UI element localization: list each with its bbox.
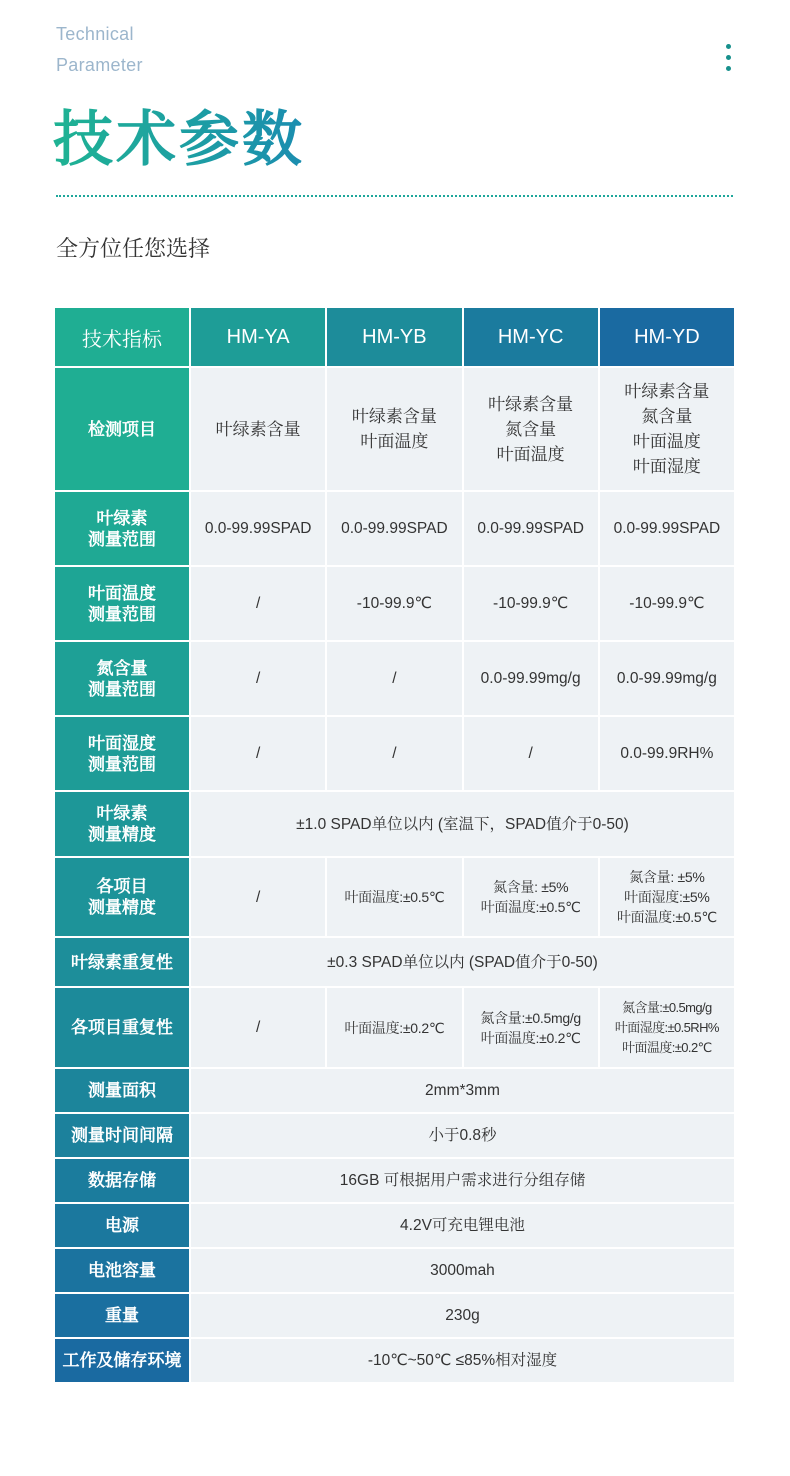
row-label: 重量 <box>55 1294 189 1337</box>
table-cell: 叶绿素含量 <box>191 368 325 490</box>
table-cell: / <box>464 717 598 790</box>
table-cell: 0.0-99.99mg/g <box>600 642 734 715</box>
table-cell: / <box>191 717 325 790</box>
table-cell: 叶绿素含量 氮含量 叶面温度 <box>464 368 598 490</box>
row-label: 检测项目 <box>55 368 189 490</box>
table-row <box>55 1294 734 1337</box>
row-label: 氮含量 测量范围 <box>55 642 189 715</box>
more-menu-icon[interactable] <box>726 44 732 71</box>
table-cell: 0.0-99.99SPAD <box>600 492 734 565</box>
table-row <box>55 1159 734 1202</box>
table-cell: / <box>327 717 461 790</box>
table-row <box>55 1114 734 1157</box>
table-cell: 0.0-99.9RH% <box>600 717 734 790</box>
row-label: 测量面积 <box>55 1069 189 1112</box>
row-label: 数据存储 <box>55 1159 189 1202</box>
table-cell: 叶面温度:±0.5℃ <box>327 858 461 936</box>
table-row <box>55 1069 734 1112</box>
table-cell: 0.0-99.99SPAD <box>327 492 461 565</box>
table-cell-merged: ±1.0 SPAD单位以内 (室温下，SPAD值介于0-50) <box>191 792 734 856</box>
table-cell: 0.0-99.99mg/g <box>464 642 598 715</box>
table-cell: / <box>191 858 325 936</box>
table-cell: -10-99.9℃ <box>327 567 461 640</box>
page-subtitle: 全方位任您选择 <box>56 237 211 262</box>
table-row <box>55 567 734 640</box>
table-cell-merged: 4.2V可充电锂电池 <box>191 1204 734 1247</box>
table-cell: / <box>191 567 325 640</box>
row-label: 叶面湿度 测量范围 <box>55 717 189 790</box>
table-row <box>55 1249 734 1292</box>
row-label: 电源 <box>55 1204 189 1247</box>
row-label: 各项目重复性 <box>55 988 189 1067</box>
spec-table <box>53 306 736 1384</box>
table-cell: -10-99.9℃ <box>600 567 734 640</box>
table-cell: 氮含量:±0.5mg/g 叶面温度:±0.2℃ <box>464 988 598 1067</box>
page-title: 技术参数 <box>53 92 305 178</box>
table-cell: / <box>327 642 461 715</box>
table-row <box>55 717 734 790</box>
table-cell: 氮含量:±0.5mg/g 叶面湿度:±0.5RH% 叶面温度:±0.2℃ <box>600 988 734 1067</box>
column-header-hm-yb: HM-YB <box>327 308 461 366</box>
table-cell: -10-99.9℃ <box>464 567 598 640</box>
table-cell-merged: 16GB 可根据用户需求进行分组存储 <box>191 1159 734 1202</box>
table-row <box>55 368 734 490</box>
table-cell: 叶绿素含量 氮含量 叶面温度 叶面湿度 <box>600 368 734 490</box>
table-row <box>55 792 734 856</box>
table-row <box>55 938 734 986</box>
table-cell: 氮含量: ±5% 叶面湿度:±5% 叶面温度:±0.5℃ <box>600 858 734 936</box>
table-row <box>55 642 734 715</box>
table-cell-merged: ±0.3 SPAD单位以内 (SPAD值介于0-50) <box>191 938 734 986</box>
column-header-hm-yc: HM-YC <box>464 308 598 366</box>
row-label: 叶绿素重复性 <box>55 938 189 986</box>
table-cell-merged: -10℃~50℃ ≤85%相对湿度 <box>191 1339 734 1382</box>
table-cell: 叶面温度:±0.2℃ <box>327 988 461 1067</box>
dotted-divider <box>56 195 733 197</box>
table-row <box>55 988 734 1067</box>
table-row <box>55 1339 734 1382</box>
row-label: 工作及储存环境 <box>55 1339 189 1382</box>
table-cell: / <box>191 988 325 1067</box>
table-cell: 0.0-99.99SPAD <box>191 492 325 565</box>
row-label: 各项目 测量精度 <box>55 858 189 936</box>
table-row <box>55 1204 734 1247</box>
row-label: 电池容量 <box>55 1249 189 1292</box>
column-header-hm-ya: HM-YA <box>191 308 325 366</box>
english-title-line1: Technical <box>56 24 134 44</box>
column-header-spec: 技术指标 <box>55 308 189 366</box>
table-cell: / <box>191 642 325 715</box>
row-label: 叶面温度 测量范围 <box>55 567 189 640</box>
table-cell-merged: 2mm*3mm <box>191 1069 734 1112</box>
table-cell: 0.0-99.99SPAD <box>464 492 598 565</box>
row-label: 测量时间间隔 <box>55 1114 189 1157</box>
column-header-hm-yd: HM-YD <box>600 308 734 366</box>
table-header-row <box>55 308 734 366</box>
row-label: 叶绿素 测量精度 <box>55 792 189 856</box>
table-row <box>55 858 734 936</box>
table-row <box>55 492 734 565</box>
table-cell-merged: 小于0.8秒 <box>191 1114 734 1157</box>
row-label: 叶绿素 测量范围 <box>55 492 189 565</box>
english-title-line2: Parameter <box>56 55 143 75</box>
table-cell-merged: 230g <box>191 1294 734 1337</box>
table-cell-merged: 3000mah <box>191 1249 734 1292</box>
table-cell: 叶绿素含量 叶面温度 <box>327 368 461 490</box>
table-cell: 氮含量: ±5% 叶面温度:±0.5℃ <box>464 858 598 936</box>
